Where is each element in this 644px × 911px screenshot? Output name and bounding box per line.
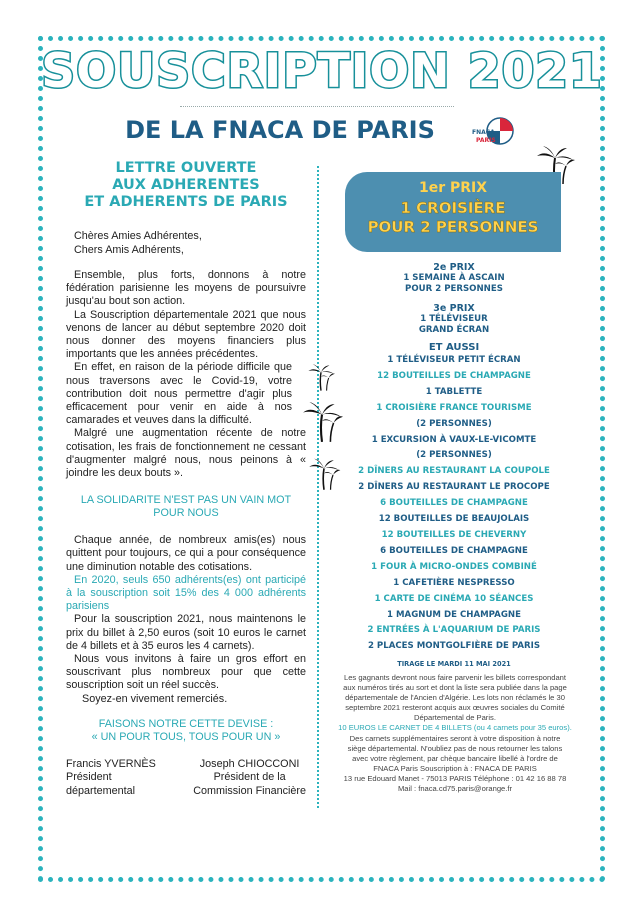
letter-title: LETTRE OUVERTE AUX ADHERENTES ET ADHERENTS DE PARIS xyxy=(84,160,288,210)
prize-item: 6 BOUTEILLES DE CHAMPAGNE xyxy=(380,498,528,509)
letter-paragraph: La Souscription départementale 2021 que nous venons de lancer au début septembre 2020 doit nous donner des moyens financiers plus importants que les années précédentes. xyxy=(66,308,306,361)
also-label: ET AUSSI xyxy=(428,342,480,353)
third-prize-label: 3e PRIX xyxy=(433,303,475,314)
letter-paragraph: Soyez-en vivement remerciés. xyxy=(82,692,228,705)
palm-tree-icon xyxy=(303,364,339,392)
page-title: SOUSCRIPTION 2021 xyxy=(41,44,603,99)
svg-text:FNACA: FNACA xyxy=(472,129,495,136)
prize-item: 1 CARTE DE CINÉMA 10 SÉANCES xyxy=(374,593,534,604)
prize-item: 2 DÎNERS AU RESTAURANT LA COUPOLE xyxy=(358,466,550,477)
signature-right: Joseph CHIOCCONI Président de la Commission Financière xyxy=(193,757,306,797)
salutation: Chères Amies Adhérentes, Chers Amis Adhérents, xyxy=(74,230,202,256)
prize-item: 2 PLACES MONTGOLFIÈRE DE PARIS xyxy=(367,641,541,652)
prize-item: 1 CROISIÈRE FRANCE TOURISME xyxy=(376,402,532,413)
signature-left: Francis YVERNÈS Président départemental xyxy=(66,757,156,797)
letter-paragraph: Chaque année, de nombreux amis(es) nous quittent pour toujours, ce qui a pour conséquence une diminution notable des cotisations. xyxy=(66,534,306,573)
prize-item: (2 PERSONNES) xyxy=(416,450,492,461)
solidarity-heading: LA SOLIDARITE N'EST PAS UN VAIN MOT POUR NOUS xyxy=(80,494,292,520)
rules-text: Les gagnants devront nous faire parvenir les billets correspondant aux numéros tirés au sort et dont la liste sera publiée dans la page départementale de l'Ancien d'Algérie. Les lots non réclamés le 30 septembre 2021 resteront acquis aux œuvres sociales du Comité Départemental de Paris. 10 EUROS LE CARNET DE 4 BILLETS (ou 4 carnets pour 35 euros). Des carnets supplémentaires seront à votre disposition à notre siège départemental. N'oubliez pas de nous retourner les talons avec votre règlement, par chèque bancaire libellé à l'ordre de FNACA Paris Souscription à : FNACA DE PARIS 13 rue Edouard Manet - 75013 PARIS Téléphone : 01 42 16 88 78 Mail : fnaca.cd75.paris@orange.fr xyxy=(338,673,572,794)
prize-item: 2 ENTRÉES À L'AQUARIUM DE PARIS xyxy=(367,625,541,636)
second-prize-label: 2e PRIX xyxy=(433,262,475,273)
page-subtitle: DE LA FNACA DE PARIS xyxy=(125,116,435,144)
prize-item: 1 FOUR À MICRO-ONDES COMBINÉ xyxy=(371,561,537,572)
prize-item: 6 BOUTEILLES DE CHAMPAGNE xyxy=(380,545,528,556)
letter-paragraph: Nous vous invitons à faire un gros effort en souscrivant plus nombreux pour que cette souscription soit un réel succès. xyxy=(66,653,306,692)
signatures xyxy=(66,758,306,799)
prize-item: 1 EXCURSION À VAUX-LE-VICOMTE xyxy=(371,434,537,445)
letter-paragraph: Ensemble, plus forts, donnons à notre fédération parisienne les moyens de poursuivre jusqu'au bout son action. xyxy=(66,269,306,308)
other-prizes xyxy=(336,353,572,655)
prize-item: 1 CAFETIÈRE NESPRESSO xyxy=(393,577,515,588)
prize-list: 2e PRIX 1 SEMAINE À ASCAIN POUR 2 PERSONNES 3e PRIX 1 TÉLÉVISEUR GRAND ÉCRAN ET AUSSI 1 TÉLÉVISEUR PETIT ÉCRAN 12 BOUTEILLES DE CHAMPAGNE 1 TABLETTE 1 CROISIÈRE FRANCE TOURISME (2 PERSONNES) 1 EXCURSION À VAUX-LE-VICOMTE (2 PERSONNES) 2 DÎNERS AU RESTAURANT LA COUPOLE 2 DÎNERS AU RESTAURANT LE PROCOPE 6 BOUTEILLES DE CHAMPAGNE 12 BOUTEILLES DE BEAUJOLAIS 12 BOUTEILLES DE CHEVERNY 6 BOUTEILLES DE CHAMPAGNE 1 FOUR À MICRO-ONDES COMBINÉ 1 CAFETIÈRE NESPRESSO 1 CARTE DE CINÉMA 10 SÉANCES 1 MAGNUM DE CHAMPAGNE 2 ENTRÉES À L'AQUARIUM DE PARIS 2 PLACES MONTGOLFIÈRE DE PARIS TIRAGE LE MARDI 11 MAI 2021 xyxy=(336,262,572,669)
draw-date: TIRAGE LE MARDI 11 MAI 2021 xyxy=(397,660,511,669)
divider xyxy=(180,106,454,107)
prize-item: 12 BOUTEILLES DE CHAMPAGNE xyxy=(377,370,531,381)
first-prize-text: 1 CROISIÈRE POUR 2 PERSONNES xyxy=(367,199,539,236)
prize-item: 1 MAGNUM DE CHAMPAGNE xyxy=(387,609,521,620)
letter-paragraph: En effet, en raison de la période difficile que nous traversons avec le Covid-19, votre contribution doit nous permettre d'agir plus efficacement pour venir en aide à nos camarades et veuves dans la difficulté. xyxy=(66,361,292,427)
prize-item: 2 DÎNERS AU RESTAURANT LE PROCOPE xyxy=(358,482,550,493)
prize-item: 12 BOUTEILLES DE CHEVERNY xyxy=(381,529,527,540)
participation-note: En 2020, seuls 650 adhérents(es) ont participé à la souscription soit 15% des 4 000 adhérents parisiens xyxy=(66,573,306,613)
letter-paragraph: Pour la souscription 2021, nous maintenons le prix du billet à 2,50 euros (soit 10 euros le carnet de 4 billets et à 35 euros les 4 carnets). xyxy=(66,613,306,652)
prize-item: 1 TABLETTE xyxy=(425,386,483,397)
motto: FAISONS NOTRE CETTE DEVISE : « UN POUR TOUS, TOUS POUR UN » xyxy=(91,717,281,743)
svg-text:PARIS: PARIS xyxy=(476,137,496,144)
letter-paragraph: Malgré une augmentation récente de notre cotisation, les frais de fonctionnement ne cessant d'augmenter malgré nous, nous peinons à « joindre les deux bouts ». xyxy=(66,427,306,480)
first-prize-label: 1er PRIX xyxy=(418,180,488,196)
prize-item: (2 PERSONNES) xyxy=(416,418,492,429)
fnaca-logo xyxy=(470,114,518,154)
open-letter xyxy=(66,160,306,798)
prize-item: 12 BOUTEILLES DE BEAUJOLAIS xyxy=(378,514,530,525)
prize-item: 1 TÉLÉVISEUR PETIT ÉCRAN xyxy=(387,355,521,365)
